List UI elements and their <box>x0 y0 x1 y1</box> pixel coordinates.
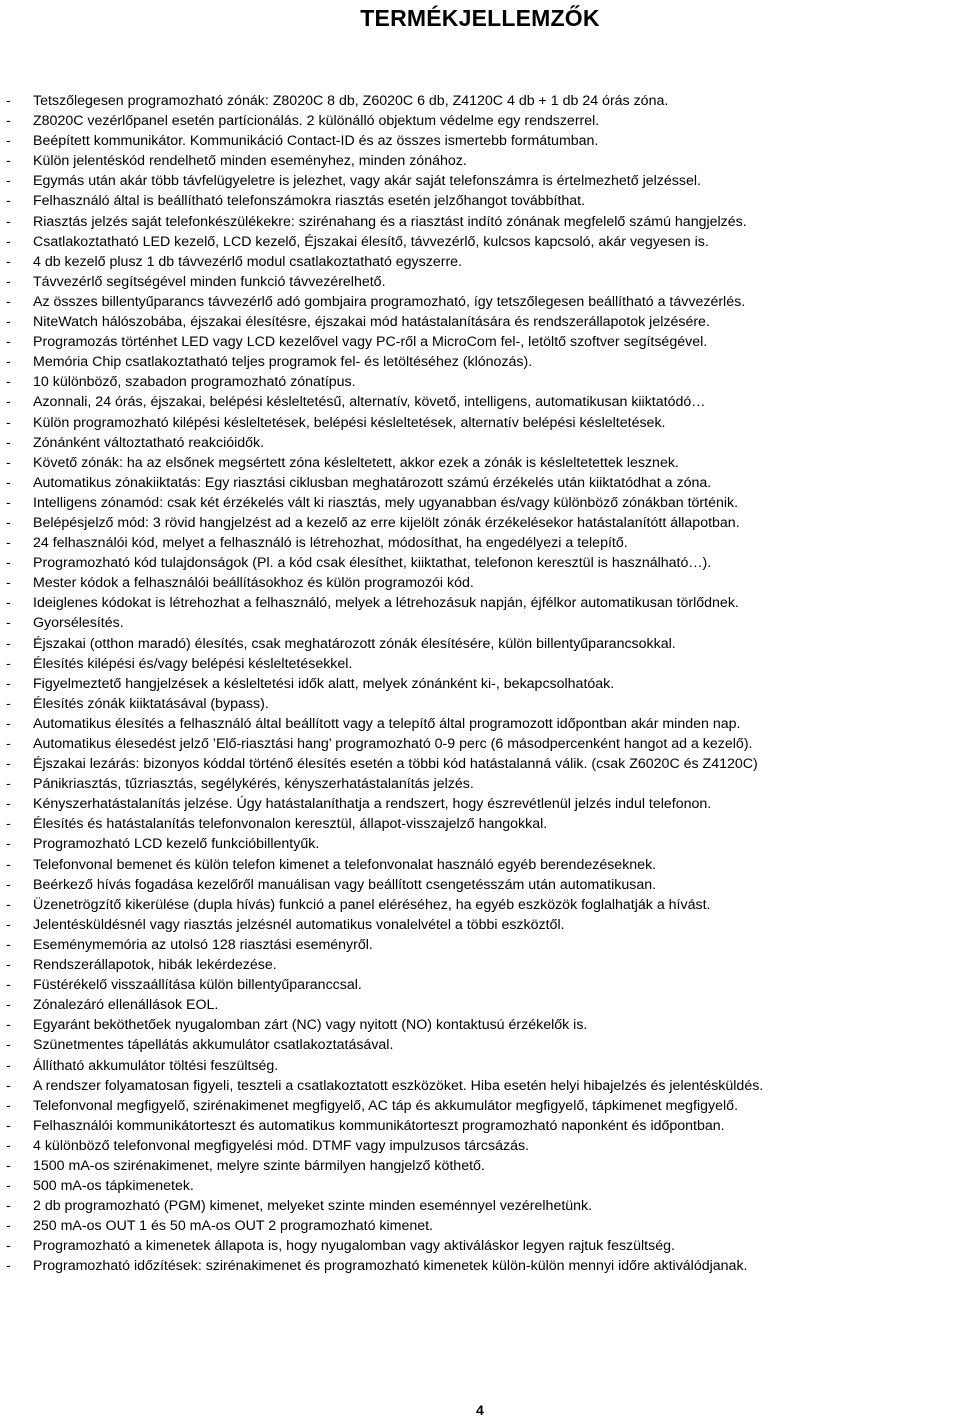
feature-text: Csatlakoztatható LED kezelő, LCD kezelő, Éjszakai élesítő, távvezérlő, kulcsos kapcsoló, akár vegyesen is. <box>33 233 709 250</box>
bullet-dash: - <box>6 173 11 190</box>
bullet-dash: - <box>6 314 11 331</box>
feature-text: 1500 mA-os szirénakimenet, melyre szinte bármilyen hangjelző köthető. <box>33 1157 485 1174</box>
feature-item <box>0 1076 960 1096</box>
bullet-dash: - <box>6 1057 11 1074</box>
bullet-dash: - <box>6 957 11 974</box>
bullet-dash: - <box>6 113 11 130</box>
feature-item <box>0 935 960 955</box>
feature-text: Egymás után akár több távfelügyeletre is jelezhet, vagy akár saját telefonszámra is értelmezhető jelzéssel. <box>33 173 701 190</box>
feature-text: Jelentésküldésnél vagy riasztás jelzésnél automatikus vonalelvétel a többi eszköztől. <box>33 916 565 933</box>
feature-text: Telefonvonal bemenet és külön telefon kimenet a telefonvonalat használó egyéb berendezéseknek. <box>33 856 657 873</box>
bullet-dash: - <box>6 896 11 913</box>
bullet-dash: - <box>6 1218 11 1235</box>
feature-item <box>0 433 960 453</box>
feature-item <box>0 352 960 372</box>
bullet-dash: - <box>6 555 11 572</box>
feature-text: Rendszerállapotok, hibák lekérdezése. <box>33 957 277 974</box>
feature-item <box>0 111 960 131</box>
feature-text: A rendszer folyamatosan figyeli, teszteli a csatlakoztatott eszközöket. Hiba esetén helyi hibajelzés és jelentésküldés. <box>33 1077 764 1094</box>
bullet-dash: - <box>6 233 11 250</box>
feature-text: Riasztás jelzés saját telefonkészülékekre: szirénahang és a riasztást indító zónának megfelelő számú hangjelzés. <box>33 213 747 230</box>
feature-item <box>0 533 960 553</box>
feature-text: Programozható LCD kezelő funkcióbillentyűk. <box>33 836 320 853</box>
feature-text: Z8020C vezérlőpanel esetén partícionálás. 2 különálló objektum védelme egy rendszerrel. <box>33 113 600 130</box>
feature-text: 500 mA-os tápkimenetek. <box>33 1178 194 1195</box>
feature-item <box>0 191 960 211</box>
bullet-dash: - <box>6 997 11 1014</box>
feature-text: Felhasználó által is beállítható telefonszámokra riasztás esetén jelzőhangot továbbíthat. <box>33 193 586 210</box>
feature-text: Automatikus zónakiiktatás: Egy riasztási ciklusban meghatározott számú érzékelés után kiiktatódhat a zóna. <box>33 474 712 491</box>
feature-item <box>0 975 960 995</box>
feature-item <box>0 1216 960 1236</box>
feature-text: Automatikus élesedést jelző ’Elő-riasztási hang’ programozható 0-9 perc (6 másodpercenként hangot ad a kezelő). <box>33 736 753 752</box>
feature-text: Élesítés és hatástalanítás telefonvonalon keresztül, állapot-visszajelző hangokkal. <box>33 816 548 833</box>
feature-text: 4 db kezelő plusz 1 db távvezérlő modul csatlakoztatható egyszerre. <box>33 253 463 270</box>
feature-text: Beérkező hívás fogadása kezelőről manuálisan vagy beállított csengetésszám után automatikusan. <box>33 876 657 893</box>
bullet-dash: - <box>6 575 11 592</box>
bullet-dash: - <box>6 414 11 431</box>
feature-item <box>0 553 960 573</box>
bullet-dash: - <box>6 715 11 732</box>
feature-item <box>0 332 960 352</box>
feature-item <box>0 714 960 734</box>
bullet-dash: - <box>6 273 11 290</box>
bullet-dash: - <box>6 595 11 612</box>
feature-item <box>0 232 960 252</box>
feature-text: Intelligens zónamód: csak két érzékelés vált ki riasztás, mely ugyanabban és/vagy különböző zónákban történik. <box>33 494 739 511</box>
feature-item <box>0 915 960 935</box>
bullet-dash: - <box>6 977 11 994</box>
bullet-dash: - <box>6 1077 11 1094</box>
bullet-dash: - <box>6 816 11 833</box>
feature-text: Zónalezáró ellenállások EOL. <box>33 997 219 1014</box>
feature-item <box>0 151 960 171</box>
bullet-dash: - <box>6 836 11 853</box>
bullet-dash: - <box>6 1178 11 1195</box>
feature-item <box>0 814 960 834</box>
feature-item <box>0 1156 960 1176</box>
feature-list <box>0 91 960 1277</box>
feature-text: Élesítés zónák kiiktatásával (bypass). <box>33 695 269 712</box>
bullet-dash: - <box>6 776 11 793</box>
feature-item <box>0 634 960 654</box>
feature-item <box>0 372 960 392</box>
feature-text: Azonnali, 24 órás, éjszakai, belépési késleltetésű, alternatív, követő, intelligens, automatikusan kiiktatódó… <box>33 394 706 411</box>
feature-item <box>0 1136 960 1156</box>
feature-text: Programozható a kimenetek állapota is, hogy nyugalomban vagy aktiváláskor legyen rajtuk feszültség. <box>33 1238 675 1255</box>
feature-text: Eseménymemória az utolsó 128 riasztási eseményről. <box>33 936 373 953</box>
bullet-dash: - <box>6 434 11 451</box>
feature-text: Üzenetrögzítő kikerülése (dupla hívás) funkció a panel eléréséhez, ha egyéb eszközök foglalhatják a hívást. <box>33 896 711 913</box>
bullet-dash: - <box>6 133 11 150</box>
feature-item <box>0 312 960 332</box>
feature-item <box>0 955 960 975</box>
feature-item <box>0 1236 960 1256</box>
feature-text: Távvezérlő segítségével minden funkció távvezérelhető. <box>33 273 386 290</box>
feature-item <box>0 754 960 774</box>
feature-text: Mester kódok a felhasználói beállításokhoz és külön programozói kód. <box>33 575 474 592</box>
bullet-dash: - <box>6 796 11 813</box>
feature-text: 24 felhasználói kód, melyet a felhasználó is létrehozhat, módosíthat, ha engedélyezi a telepítő. <box>33 535 628 552</box>
feature-item <box>0 855 960 875</box>
feature-item <box>0 1035 960 1055</box>
bullet-dash: - <box>6 1198 11 1215</box>
feature-item <box>0 593 960 613</box>
feature-text: Telefonvonal megfigyelő, szirénakimenet megfigyelő, AC táp és akkumulátor megfigyelő, tápkimenet megfigyelő. <box>33 1097 739 1114</box>
feature-item <box>0 1176 960 1196</box>
feature-text: Éjszakai lezárás: bizonyos kóddal történő élesítés esetén a többi kód hatástalanná válik. (csak Z6020C és Z4120C) <box>33 756 758 773</box>
feature-text: Külön jelentéskód rendelhető minden eseményhez, minden zónához. <box>33 153 467 170</box>
bullet-dash: - <box>6 1037 11 1054</box>
feature-item <box>0 875 960 895</box>
bullet-dash: - <box>6 1117 11 1134</box>
feature-text: Belépésjelző mód: 3 rövid hangjelzést ad a kezelő az erre kijelölt zónák érzékelésekor hatástalanítótt állapotban. <box>33 514 740 531</box>
feature-item <box>0 171 960 191</box>
bullet-dash: - <box>6 193 11 210</box>
feature-item <box>0 413 960 433</box>
feature-text: Külön programozható kilépési késleltetések, belépési késleltetések, alternatív belépési késleltetések. <box>33 414 666 431</box>
feature-item <box>0 292 960 312</box>
bullet-dash: - <box>6 1017 11 1034</box>
feature-item <box>0 1256 960 1276</box>
bullet-dash: - <box>6 615 11 632</box>
bullet-dash: - <box>6 635 11 652</box>
bullet-dash: - <box>6 535 11 552</box>
bullet-dash: - <box>6 695 11 712</box>
feature-text: Felhasználói kommunikátorteszt és automatikus kommunikátorteszt programozható naponként és időpontban. <box>33 1117 725 1134</box>
feature-text: Pánikriasztás, tűzriasztás, segélykérés, kényszerhatástalanítás jelzés. <box>33 776 474 793</box>
bullet-dash: - <box>6 293 11 310</box>
feature-text: 10 különböző, szabadon programozható zónatípus. <box>33 374 356 391</box>
feature-item <box>0 774 960 794</box>
bullet-dash: - <box>6 253 11 270</box>
feature-item <box>0 1056 960 1076</box>
bullet-dash: - <box>6 756 11 773</box>
feature-item <box>0 694 960 714</box>
feature-text: Egyaránt beköthetőek nyugalomban zárt (NC) vagy nyitott (NO) kontaktusú érzékelők is. <box>33 1017 588 1034</box>
feature-item <box>0 473 960 493</box>
bullet-dash: - <box>6 494 11 511</box>
feature-item <box>0 895 960 915</box>
bullet-dash: - <box>6 213 11 230</box>
bullet-dash: - <box>6 1258 11 1275</box>
feature-text: Gyorsélesítés. <box>33 615 124 632</box>
feature-text: 250 mA-os OUT 1 és 50 mA-os OUT 2 programozható kimenet. <box>33 1218 434 1235</box>
bullet-dash: - <box>6 514 11 531</box>
feature-text: Az összes billentyűparancs távvezérlő adó gombjaira programozható, így tetszőlegesen beállítható a távvezérlés. <box>33 293 746 310</box>
bullet-dash: - <box>6 153 11 170</box>
feature-item <box>0 212 960 232</box>
feature-text: 2 db programozható (PGM) kimenet, melyeket szinte minden eseménnyel vezérelhetünk. <box>33 1198 593 1215</box>
feature-item <box>0 453 960 473</box>
feature-item <box>0 1096 960 1116</box>
feature-text: Programozható kód tulajdonságok (Pl. a kód csak élesíthet, kiiktathat, telefonon keresztül is használható…). <box>33 555 712 572</box>
feature-item <box>0 674 960 694</box>
feature-text: Kényszerhatástalanítás jelzése. Úgy hatástalaníthatja a rendszert, hogy észrevétlenül jelzés indul telefonon. <box>33 796 712 813</box>
feature-item <box>0 392 960 412</box>
feature-item <box>0 131 960 151</box>
feature-item <box>0 272 960 292</box>
bullet-dash: - <box>6 474 11 491</box>
page-title: TERMÉKJELLEMZŐK <box>360 5 600 31</box>
bullet-dash: - <box>6 394 11 411</box>
feature-item <box>0 654 960 674</box>
feature-text: Ideiglenes kódokat is létrehozhat a felhasználó, melyek a létrehozásuk napján, éjfélkor automatikusan törlődnek. <box>33 595 739 612</box>
bullet-dash: - <box>6 454 11 471</box>
feature-item <box>0 995 960 1015</box>
bullet-dash: - <box>6 675 11 692</box>
bullet-dash: - <box>6 1137 11 1154</box>
bullet-dash: - <box>6 736 11 752</box>
page-number: 4 <box>476 1402 484 1418</box>
feature-item <box>0 794 960 814</box>
feature-item <box>0 1196 960 1216</box>
bullet-dash: - <box>6 374 11 391</box>
feature-item <box>0 613 960 633</box>
bullet-dash: - <box>6 936 11 953</box>
feature-text: 4 különböző telefonvonal megfigyelési mód. DTMF vagy impulzusos tárcsázás. <box>33 1137 530 1154</box>
feature-item <box>0 252 960 272</box>
feature-text: Követő zónák: ha az elsőnek megsértett zóna késleltetett, akkor ezek a zónák is késleltetettek lesznek. <box>33 454 679 471</box>
feature-text: Szünetmentes tápellátás akkumulátor csatlakoztatásával. <box>33 1037 394 1054</box>
feature-item <box>0 513 960 533</box>
bullet-dash: - <box>6 1097 11 1114</box>
feature-text: Programozás történhet LED vagy LCD kezelővel vagy PC-ről a MicroCom fel-, letöltő szoftver segítségével. <box>33 334 708 351</box>
feature-text: Beépített kommunikátor. Kommunikáció Contact-ID és az összes ismertebb formátumban. <box>33 133 599 150</box>
feature-item <box>0 573 960 593</box>
bullet-dash: - <box>6 655 11 672</box>
feature-text: Tetszőlegesen programozható zónák: Z8020C 8 db, Z6020C 6 db, Z4120C 4 db + 1 db 24 órás zóna. <box>33 93 669 109</box>
feature-item <box>0 734 960 754</box>
feature-text: Élesítés kilépési és/vagy belépési késleltetésekkel. <box>33 655 353 672</box>
bullet-dash: - <box>6 876 11 893</box>
feature-text: Zónánként változtatható reakcióidők. <box>33 434 265 451</box>
feature-text: Figyelmeztető hangjelzések a késleltetési idők alatt, melyek zónánként ki-, bekapcsolhatóak. <box>33 675 615 692</box>
bullet-dash: - <box>6 916 11 933</box>
feature-item <box>0 1015 960 1035</box>
feature-text: Programozható időzítések: szirénakimenet és programozható kimenetek külön-külön mennyi időre aktiválódjanak. <box>33 1258 748 1275</box>
feature-text: Automatikus élesítés a felhasználó által beállított vagy a telepítő által programozott időpontban akár minden nap. <box>33 715 741 732</box>
feature-item <box>0 91 960 111</box>
bullet-dash: - <box>6 93 11 109</box>
feature-item <box>0 1116 960 1136</box>
bullet-dash: - <box>6 1157 11 1174</box>
bullet-dash: - <box>6 334 11 351</box>
feature-item <box>0 834 960 854</box>
feature-text: Füstérékelő visszaállítása külön billentyűparanccsal. <box>33 977 362 994</box>
bullet-dash: - <box>6 354 11 371</box>
feature-text: NiteWatch hálószobába, éjszakai élesítésre, éjszakai mód hatástalanítására és rendszerállapotok jelzésére. <box>33 314 710 331</box>
feature-text: Állítható akkumulátor töltési feszültség. <box>33 1057 279 1074</box>
feature-item <box>0 493 960 513</box>
bullet-dash: - <box>6 1238 11 1255</box>
feature-text: Éjszakai (otthon maradó) élesítés, csak meghatározott zónák élesítésére, külön billentyűparancsokkal. <box>33 635 676 652</box>
bullet-dash: - <box>6 856 11 873</box>
feature-text: Memória Chip csatlakoztatható teljes programok fel- és letöltéséhez (klónozás). <box>33 354 533 371</box>
